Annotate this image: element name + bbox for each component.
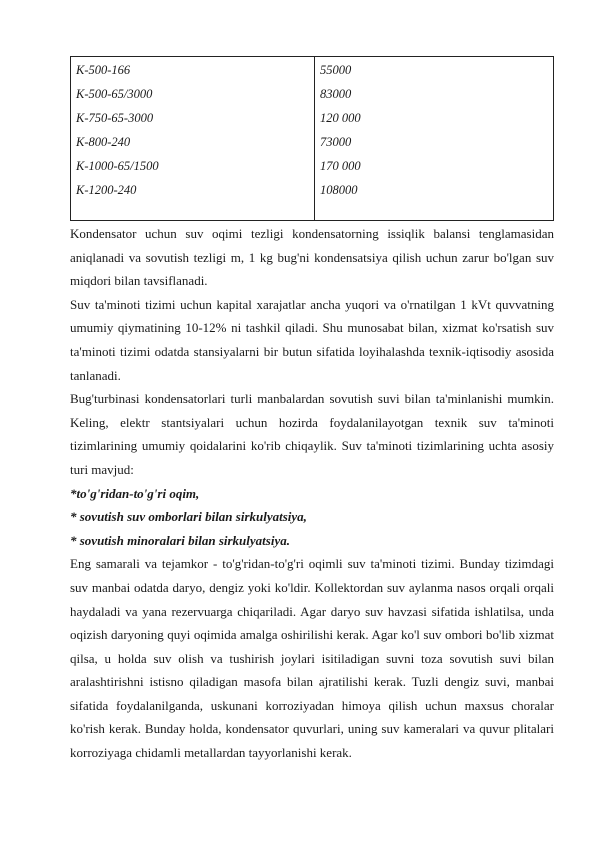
value-cell: 108000 (320, 183, 358, 197)
value-column (315, 57, 554, 221)
model-cell: K-500-166 (76, 63, 131, 77)
value-cell: 83000 (320, 87, 352, 101)
model-cell: K-800-240 (76, 135, 131, 149)
turbine-table (70, 56, 554, 221)
model-column (71, 57, 315, 221)
model-cell: K-1200-240 (76, 183, 137, 197)
value-cell: 55000 (320, 63, 352, 77)
value-cell: 120 000 (320, 111, 361, 125)
document-page (70, 56, 554, 765)
value-cell: 73000 (320, 135, 352, 149)
list-item: * sovutish suv omborlari bilan sirkulyatsiya, (70, 509, 307, 525)
model-cell: K-500-65/3000 (76, 87, 153, 101)
paragraph: Bug'turbinasi kondensatorlari turli manbalardan sovutish suvi bilan ta'minlanishi mumkin. Keling, elektr stantsiyalari uchun hozirda foydalanilayotgan texnik suv ta'minoti tizimlarining umumiy qoidalarini ko'rib chiqaylik. Suv ta'minoti tizimlarining uchta asosiy turi mavjud: (70, 391, 554, 477)
table-row (71, 57, 554, 221)
paragraph: Kondensator uchun suv oqimi tezligi kondensatorning issiqlik balansi tenglamasidan aniqlanadi va sovutish tezligi m, 1 kg bug'ni kondensatsiya qilish uchun zarur bo'lgan suv miqdori bilan tavsiflanadi. (70, 226, 554, 289)
list-item: *to'g'ridan-to'g'ri oqim, (70, 485, 200, 501)
value-cell: 170 000 (320, 159, 361, 173)
model-cell: K-750-65-3000 (76, 111, 154, 125)
paragraph: Eng samarali va tejamkor - to'g'ridan-to'g'ri oqimli suv ta'minoti tizimi. Bunday tizimdagi suv manbai odatda daryo, dengiz yoki ko'ldir. Kollektordan suv aylanma nasos orqali orqali haydaladi va yana rezervuarga chiqariladi. Agar daryo suv havzasi sifatida ishlatilsa, unda oqizish daryoning quyi oqimida amalga oshirilishi kerak. Agar ko'l suv ombori bo'lib xizmat qilsa, u holda suv olish va tushirish joylari isitiladigan suvni toza sovutish suvi bilan aralashtirishni istisno qiladigan masofa bilan ajratilishi kerak. Tuzli dengiz suvi, manbai sifatida foydalanilganda, uskunani korroziyadan himoya qilish uchun maxsus choralar ko'rish kerak. Bunday holda, kondensator quvurlari, uning suv kameralari va quvur plitalari korroziyaga chidamli metallardan tayyorlanishi kerak. (70, 556, 554, 761)
model-cell: K-1000-65/1500 (76, 159, 159, 173)
paragraph: Suv ta'minoti tizimi uchun kapital xarajatlar ancha yuqori va o'rnatilgan 1 kVt quvvatning umumiy qiymatining 10-12% ni tashkil qiladi. Shu munosabat bilan, xizmat ko'rsatish suv ta'minoti tizimi odatda stansiyalarni bir butun sifatida loyihalashda texnik-iqtisodiy asosida tanlanadi. (70, 296, 554, 383)
list-item: * sovutish minoralari bilan sirkulyatsiya. (70, 532, 290, 548)
